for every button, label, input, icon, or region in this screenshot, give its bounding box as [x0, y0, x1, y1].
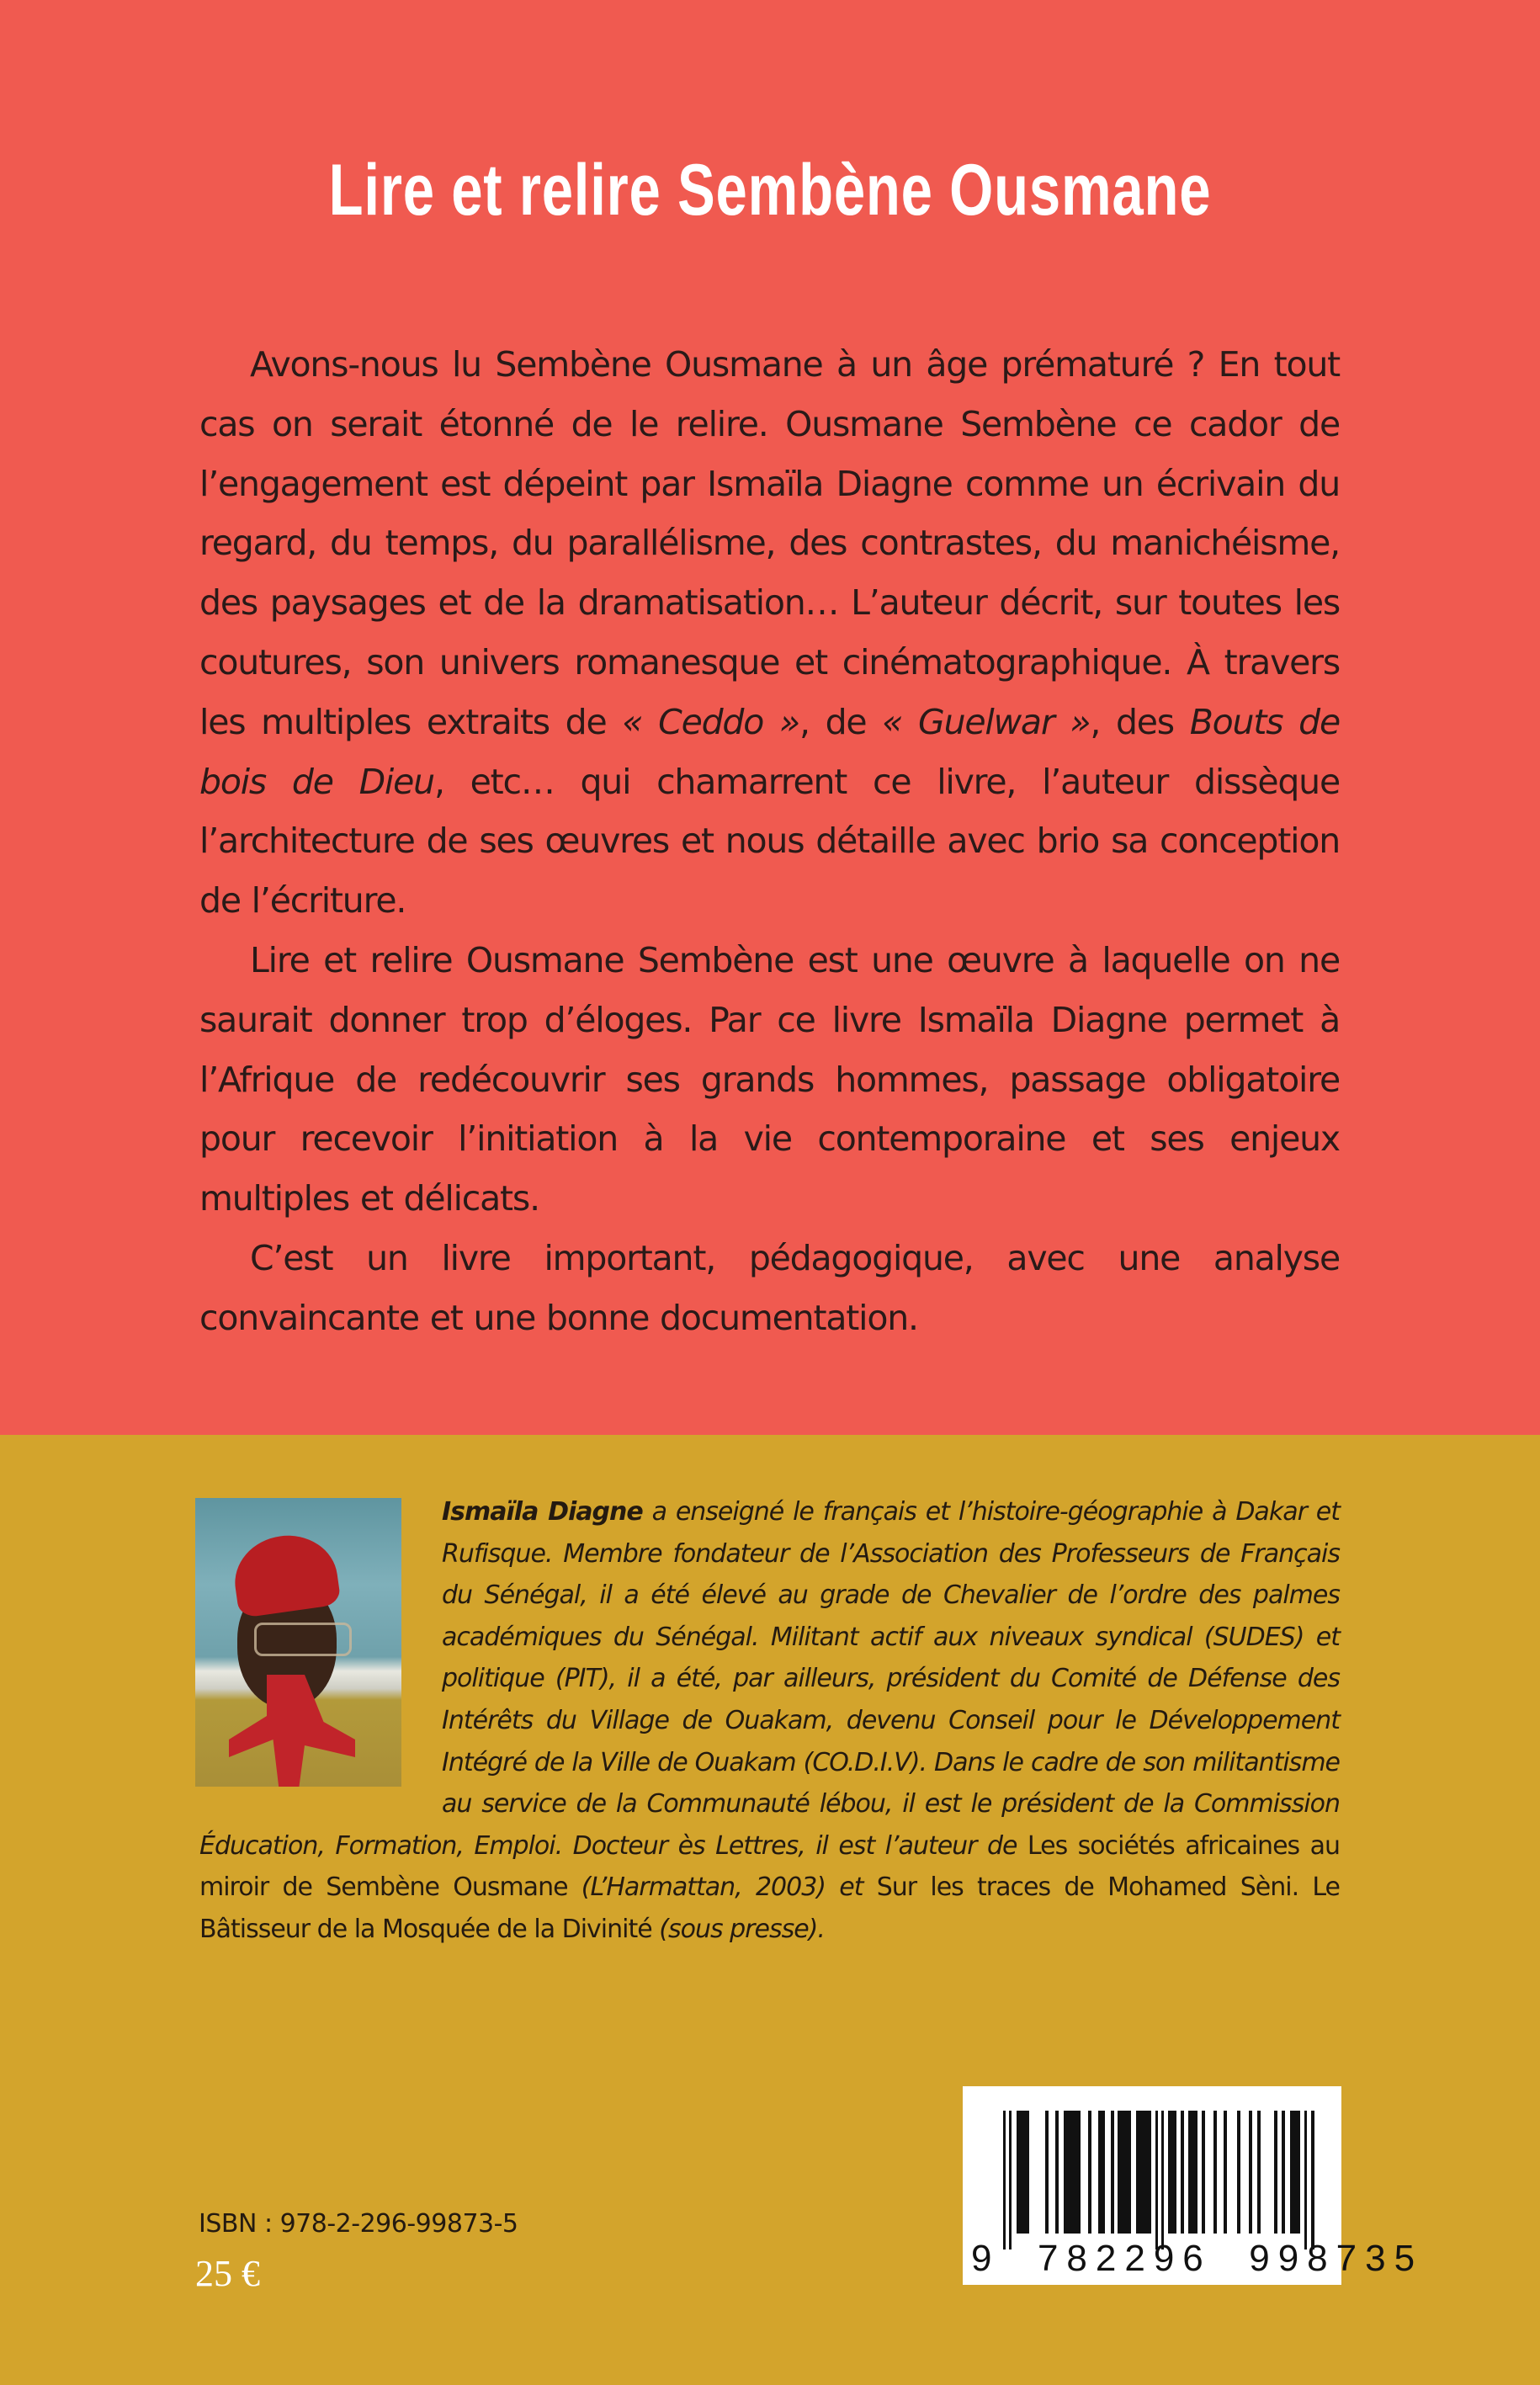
blurb-paragraph-2: Lire et relire Ousmane Sembène est une œuvre à laquelle on ne saurait donner trop d’éloges. Par ce livre Ismaïla Diagne permet à l’Afrique de redécouvrir ses grands hommes, passage obligatoire pour recevoir l’initiation à la vie contemporaine et ses enjeux multiples et délicats.: [199, 939, 1340, 1219]
barcode-bars-icon: [1003, 2111, 1316, 2250]
film-title-ceddo: « Ceddo »: [622, 701, 799, 742]
isbn-label: ISBN : 978-2-296-99873-5: [199, 2209, 518, 2239]
author-book-2: Sur les traces de Mohamed Sèni. Le Bâtisseur de la Mosquée de la Divinité: [199, 1872, 1340, 1944]
film-title-guelwar: « Guelwar »: [882, 701, 1091, 742]
blurb-paragraph-1: Avons-nous lu Sembène Ousmane à un âge prématuré ? En tout cas on serait étonné de le relire. Ousmane Sembène ce cador de l’engagement est dépeint par Ismaïla Diagne comme un écrivain du regard, du temps, du parallélisme, des contrastes, du manichéisme, des paysages et de la dramatisation… L’auteur décrit, sur toutes les coutures, son univers romanesque et cinématographique. À travers les multiples extraits de « Ceddo », de « Guelwar », des Bouts de bois de Dieu, etc… qui chamarrent ce livre, l’auteur dissèque l’architecture de ses œuvres et nous détaille avec brio sa conception de l’écriture.: [199, 344, 1340, 922]
book-title: Lire et relire Sembène Ousmane: [328, 150, 1212, 231]
barcode: [963, 2086, 1424, 2285]
author-bio: Ismaïla Diagne a enseigné le français et l’histoire-géographie à Dakar et Rufisque. Membre fondateur de l’Association des Professeurs de Français du Sénégal, il a été élevé au grade de Chevalier de l’ordre des palmes académiques du Sénégal. Militant actif aux niveaux syndical (SUDES) et politique (PIT), il a été, par ailleurs, président du Comité de Défense des Intérêts du Village de Ouakam, devenu Conseil pour le Développement Intégré de la Ville de Ouakam (CO.D.I.V). Dans le cadre de son militantisme au service de la Communauté lébou, il est le président de la Commission Éducation, Formation, Emploi. Docteur ès Lettres, il est l’auteur de Les sociétés africaines au miroir de Sembène Ousmane (L’Harmattan, 2003) et Sur les traces de Mohamed Sèni. Le Bâtisseur de la Mosquée de la Divinité (sous presse).: [199, 1491, 1340, 1951]
author-book-1: Les sociétés africaines au miroir de Sembène Ousmane: [199, 1830, 1341, 1903]
photo-wrap-spacer: [199, 1491, 442, 1821]
author-name: Ismaïla Diagne: [442, 1497, 643, 1527]
book-title-bouts-de-bois: Bouts de bois de Dieu: [199, 701, 1340, 802]
blurb-paragraph-3: C’est un livre important, pédagogique, avec une analyse convaincante et une bonne documentation.: [199, 1237, 1340, 1338]
price-label: 25 €: [195, 2253, 260, 2294]
back-cover-blurb: [199, 335, 1340, 1348]
barcode-digits: 9 782296 998735: [971, 2238, 1424, 2279]
